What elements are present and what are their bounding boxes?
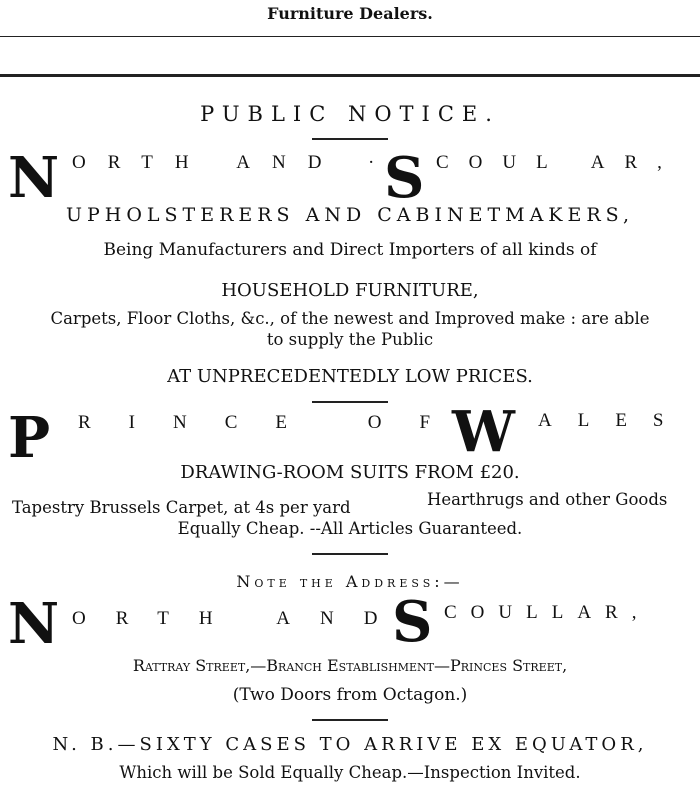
firm-initial-n: N	[8, 145, 60, 211]
prince-initial-p: P	[8, 405, 51, 471]
manufacturers-line: Being Manufacturers and Direct Importers of all kinds of	[103, 240, 597, 260]
tapestry-line-left: Tapestry Brussels Carpet, at 4s per yard	[12, 498, 351, 517]
sold-line: Which will be Sold Equally Cheap.—Inspection Invited.	[119, 763, 581, 782]
header-rule-top	[0, 36, 700, 37]
note-address-line: Note the Address:—	[236, 572, 464, 591]
prices-line: AT UNPRECEDENTEDLY LOW PRICES.	[167, 366, 533, 387]
firm-name-north: ORTH AND	[72, 152, 344, 173]
tapestry-line-right: Hearthrugs and other Goods	[427, 490, 668, 509]
section-title: Furniture Dealers.	[267, 4, 433, 23]
firm2-name-scoullar: COULLAR,	[444, 602, 651, 623]
firm2-initial-n: N	[8, 591, 60, 657]
firm2-name-north: ORTH AND	[72, 608, 408, 629]
wales-rest: ALES	[538, 410, 690, 431]
firm-name-dot: ·	[368, 152, 375, 173]
firm-initial-s: S	[384, 145, 425, 211]
equally-cheap-line: Equally Cheap. --All Articles Guaranteed.	[177, 519, 523, 538]
prince-rest: RINCE OF	[78, 412, 469, 433]
firm2-initial-s: S	[392, 589, 433, 655]
wales-initial-w: W	[452, 399, 515, 465]
address-line: Rattray Street,—Branch Establishment—Princes Street,	[132, 656, 568, 675]
notice-title: PUBLIC NOTICE.	[200, 102, 500, 126]
household-line: HOUSEHOLD FURNITURE,	[221, 280, 479, 301]
carpets-line: Carpets, Floor Cloths, &c., of the newest and Improved make : are able	[50, 309, 650, 328]
nb-line: N. B.—SIXTY CASES TO ARRIVE EX EQUATOR,	[52, 734, 648, 755]
trade-line: UPHOLSTERERS AND CABINETMAKERS,	[65, 204, 635, 226]
divider	[312, 138, 388, 140]
divider	[312, 553, 388, 555]
octagon-line: (Two Doors from Octagon.)	[232, 685, 468, 705]
divider	[312, 719, 388, 721]
drawing-room-line: DRAWING-ROOM SUITS FROM £20.	[180, 462, 520, 483]
supply-line: to supply the Public	[266, 330, 434, 349]
firm-name-scoular: COUL AR,	[436, 152, 682, 173]
header-rule-bottom	[0, 74, 700, 77]
divider	[312, 401, 388, 403]
